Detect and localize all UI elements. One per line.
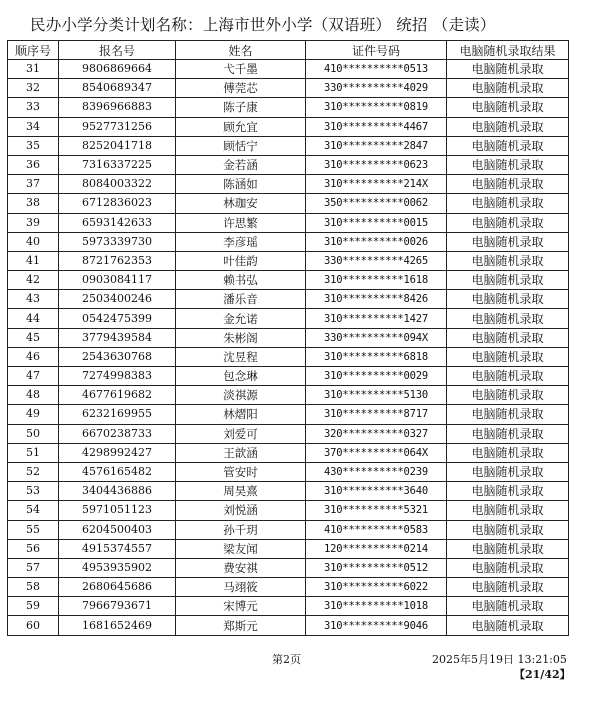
cell-name: 顾恬宁	[176, 136, 306, 155]
cell-id-number: 320**********0327	[306, 424, 447, 443]
document-title: 民办小学分类计划名称：上海市世外小学（双语班） 统招 （走读）	[30, 16, 496, 34]
cell-name: 沈昱程	[176, 347, 306, 366]
cell-sequence-number: 34	[8, 117, 59, 136]
table-row	[8, 597, 569, 616]
cell-id-number: 310**********2847	[306, 136, 447, 155]
cell-result: 电脑随机录取	[447, 424, 569, 443]
cell-result: 电脑随机录取	[447, 194, 569, 213]
cell-registration-number: 7274998383	[59, 367, 176, 386]
cell-id-number: 330**********4265	[306, 251, 447, 270]
cell-name: 淡祺源	[176, 386, 306, 405]
cell-sequence-number: 49	[8, 405, 59, 424]
cell-registration-number: 2503400246	[59, 290, 176, 309]
cell-id-number: 410**********0513	[306, 60, 447, 79]
cell-registration-number: 0542475399	[59, 309, 176, 328]
cell-name: 许思繁	[176, 213, 306, 232]
cell-registration-number: 8540689347	[59, 79, 176, 98]
cell-registration-number: 5973339730	[59, 232, 176, 251]
cell-id-number: 350**********0062	[306, 194, 447, 213]
cell-id-number: 310**********4467	[306, 117, 447, 136]
cell-registration-number: 8252041718	[59, 136, 176, 155]
table-row	[8, 271, 569, 290]
cell-id-number: 310**********1618	[306, 271, 447, 290]
cell-name: 王歆涵	[176, 443, 306, 462]
cell-id-number: 310**********8717	[306, 405, 447, 424]
cell-registration-number: 2543630768	[59, 347, 176, 366]
cell-name: 费安祺	[176, 558, 306, 577]
cell-id-number: 410**********0583	[306, 520, 447, 539]
cell-sequence-number: 56	[8, 539, 59, 558]
cell-sequence-number: 37	[8, 175, 59, 194]
cell-registration-number: 8721762353	[59, 251, 176, 270]
table-row	[8, 482, 569, 501]
cell-name: 刘悦涵	[176, 501, 306, 520]
cell-name: 金若涵	[176, 155, 306, 174]
page-number: 第2页	[272, 653, 301, 666]
cell-sequence-number: 47	[8, 367, 59, 386]
admission-results-table	[7, 40, 569, 636]
cell-id-number: 310**********9046	[306, 616, 447, 635]
table-row	[8, 155, 569, 174]
cell-registration-number: 8084003322	[59, 175, 176, 194]
cell-id-number: 310**********3640	[306, 482, 447, 501]
cell-registration-number: 2680645686	[59, 578, 176, 597]
cell-registration-number: 6204500403	[59, 520, 176, 539]
cell-result: 电脑随机录取	[447, 386, 569, 405]
cell-registration-number: 4677619682	[59, 386, 176, 405]
cell-result: 电脑随机录取	[447, 482, 569, 501]
print-timestamp: 2025年5月19日 13:21:05	[432, 653, 567, 666]
table-row	[8, 251, 569, 270]
cell-result: 电脑随机录取	[447, 367, 569, 386]
cell-registration-number: 1681652469	[59, 616, 176, 635]
cell-sequence-number: 35	[8, 136, 59, 155]
cell-name: 包念琳	[176, 367, 306, 386]
cell-id-number: 120**********0214	[306, 539, 447, 558]
cell-registration-number: 4953935902	[59, 558, 176, 577]
cell-result: 电脑随机录取	[447, 309, 569, 328]
cell-result: 电脑随机录取	[447, 520, 569, 539]
cell-name: 宋博元	[176, 597, 306, 616]
cell-sequence-number: 51	[8, 443, 59, 462]
cell-result: 电脑随机录取	[447, 117, 569, 136]
table-row	[8, 98, 569, 117]
cell-id-number: 430**********0239	[306, 462, 447, 481]
cell-registration-number: 3404436886	[59, 482, 176, 501]
cell-result: 电脑随机录取	[447, 501, 569, 520]
cell-sequence-number: 45	[8, 328, 59, 347]
table-row	[8, 136, 569, 155]
table-row	[8, 347, 569, 366]
cell-result: 电脑随机录取	[447, 616, 569, 635]
cell-name: 叶佳韵	[176, 251, 306, 270]
cell-result: 电脑随机录取	[447, 98, 569, 117]
cell-result: 电脑随机录取	[447, 462, 569, 481]
cell-result: 电脑随机录取	[447, 578, 569, 597]
cell-name: 弋千墨	[176, 60, 306, 79]
cell-name: 朱彬阁	[176, 328, 306, 347]
cell-sequence-number: 46	[8, 347, 59, 366]
cell-registration-number: 9806869664	[59, 60, 176, 79]
cell-id-number: 310**********5130	[306, 386, 447, 405]
cell-registration-number: 6712836023	[59, 194, 176, 213]
cell-name: 周昊熹	[176, 482, 306, 501]
cell-name: 傅莞芯	[176, 79, 306, 98]
cell-sequence-number: 48	[8, 386, 59, 405]
table-row	[8, 60, 569, 79]
table-row	[8, 501, 569, 520]
table-row	[8, 462, 569, 481]
header-sequence-number: 顺序号	[8, 41, 59, 60]
cell-sequence-number: 54	[8, 501, 59, 520]
cell-registration-number: 4576165482	[59, 462, 176, 481]
table-row	[8, 405, 569, 424]
table-row	[8, 520, 569, 539]
cell-result: 电脑随机录取	[447, 175, 569, 194]
table-body	[8, 60, 569, 636]
cell-name: 顾允宜	[176, 117, 306, 136]
cell-id-number: 310**********6022	[306, 578, 447, 597]
cell-registration-number: 7966793671	[59, 597, 176, 616]
header-id-number: 证件号码	[306, 41, 447, 60]
cell-id-number: 310**********0029	[306, 367, 447, 386]
cell-id-number: 310**********0623	[306, 155, 447, 174]
table-row	[8, 194, 569, 213]
cell-result: 电脑随机录取	[447, 539, 569, 558]
cell-id-number: 330**********094X	[306, 328, 447, 347]
table-row	[8, 367, 569, 386]
cell-id-number: 330**********4029	[306, 79, 447, 98]
cell-name: 陈子康	[176, 98, 306, 117]
cell-result: 电脑随机录取	[447, 60, 569, 79]
cell-id-number: 310**********8426	[306, 290, 447, 309]
cell-result: 电脑随机录取	[447, 443, 569, 462]
table-row	[8, 290, 569, 309]
cell-sequence-number: 41	[8, 251, 59, 270]
cell-sequence-number: 57	[8, 558, 59, 577]
cell-sequence-number: 53	[8, 482, 59, 501]
table-row	[8, 232, 569, 251]
cell-name: 林熠阳	[176, 405, 306, 424]
cell-sequence-number: 36	[8, 155, 59, 174]
table-row	[8, 616, 569, 635]
cell-registration-number: 4298992427	[59, 443, 176, 462]
cell-name: 管安时	[176, 462, 306, 481]
table-row	[8, 558, 569, 577]
cell-id-number: 370**********064X	[306, 443, 447, 462]
page-count: 【21/42】	[514, 668, 571, 681]
cell-id-number: 310**********1018	[306, 597, 447, 616]
cell-result: 电脑随机录取	[447, 251, 569, 270]
cell-result: 电脑随机录取	[447, 155, 569, 174]
cell-registration-number: 0903084117	[59, 271, 176, 290]
table-row	[8, 578, 569, 597]
table-row	[8, 386, 569, 405]
cell-result: 电脑随机录取	[447, 328, 569, 347]
cell-sequence-number: 50	[8, 424, 59, 443]
cell-sequence-number: 39	[8, 213, 59, 232]
cell-registration-number: 9527731256	[59, 117, 176, 136]
cell-name: 李彦瑶	[176, 232, 306, 251]
header-registration-number: 报名号	[59, 41, 176, 60]
table-row	[8, 309, 569, 328]
cell-registration-number: 6593142633	[59, 213, 176, 232]
cell-id-number: 310**********6818	[306, 347, 447, 366]
cell-result: 电脑随机录取	[447, 290, 569, 309]
cell-sequence-number: 33	[8, 98, 59, 117]
cell-sequence-number: 59	[8, 597, 59, 616]
cell-sequence-number: 43	[8, 290, 59, 309]
cell-registration-number: 6232169955	[59, 405, 176, 424]
cell-name: 赖书弘	[176, 271, 306, 290]
table-row	[8, 213, 569, 232]
cell-name: 梁友闻	[176, 539, 306, 558]
cell-id-number: 310**********0512	[306, 558, 447, 577]
cell-id-number: 310**********0026	[306, 232, 447, 251]
cell-result: 电脑随机录取	[447, 597, 569, 616]
cell-result: 电脑随机录取	[447, 213, 569, 232]
cell-id-number: 310**********0015	[306, 213, 447, 232]
table-row	[8, 424, 569, 443]
cell-name: 陈涵如	[176, 175, 306, 194]
table-row	[8, 175, 569, 194]
cell-name: 马翊筱	[176, 578, 306, 597]
table-row	[8, 79, 569, 98]
cell-sequence-number: 58	[8, 578, 59, 597]
cell-sequence-number: 38	[8, 194, 59, 213]
cell-registration-number: 6670238733	[59, 424, 176, 443]
cell-sequence-number: 44	[8, 309, 59, 328]
cell-result: 电脑随机录取	[447, 79, 569, 98]
cell-name: 林珈安	[176, 194, 306, 213]
cell-registration-number: 7316337225	[59, 155, 176, 174]
cell-sequence-number: 60	[8, 616, 59, 635]
cell-name: 潘乐音	[176, 290, 306, 309]
cell-sequence-number: 31	[8, 60, 59, 79]
cell-result: 电脑随机录取	[447, 405, 569, 424]
cell-sequence-number: 55	[8, 520, 59, 539]
header-result: 电脑随机录取结果	[447, 41, 569, 60]
cell-registration-number: 5971051123	[59, 501, 176, 520]
cell-registration-number: 4915374557	[59, 539, 176, 558]
table-row	[8, 539, 569, 558]
table-row	[8, 443, 569, 462]
cell-sequence-number: 32	[8, 79, 59, 98]
cell-id-number: 310**********5321	[306, 501, 447, 520]
cell-name: 刘爱可	[176, 424, 306, 443]
cell-sequence-number: 52	[8, 462, 59, 481]
cell-name: 孙千玥	[176, 520, 306, 539]
cell-result: 电脑随机录取	[447, 271, 569, 290]
cell-id-number: 310**********0819	[306, 98, 447, 117]
cell-result: 电脑随机录取	[447, 558, 569, 577]
cell-name: 郑斯元	[176, 616, 306, 635]
table-header-row	[8, 41, 569, 60]
cell-sequence-number: 42	[8, 271, 59, 290]
table-row	[8, 117, 569, 136]
cell-sequence-number: 40	[8, 232, 59, 251]
table-row	[8, 328, 569, 347]
cell-result: 电脑随机录取	[447, 232, 569, 251]
cell-name: 金允诺	[176, 309, 306, 328]
cell-result: 电脑随机录取	[447, 136, 569, 155]
cell-registration-number: 3779439584	[59, 328, 176, 347]
header-name: 姓名	[176, 41, 306, 60]
cell-id-number: 310**********214X	[306, 175, 447, 194]
cell-id-number: 310**********1427	[306, 309, 447, 328]
cell-result: 电脑随机录取	[447, 347, 569, 366]
cell-registration-number: 8396966883	[59, 98, 176, 117]
